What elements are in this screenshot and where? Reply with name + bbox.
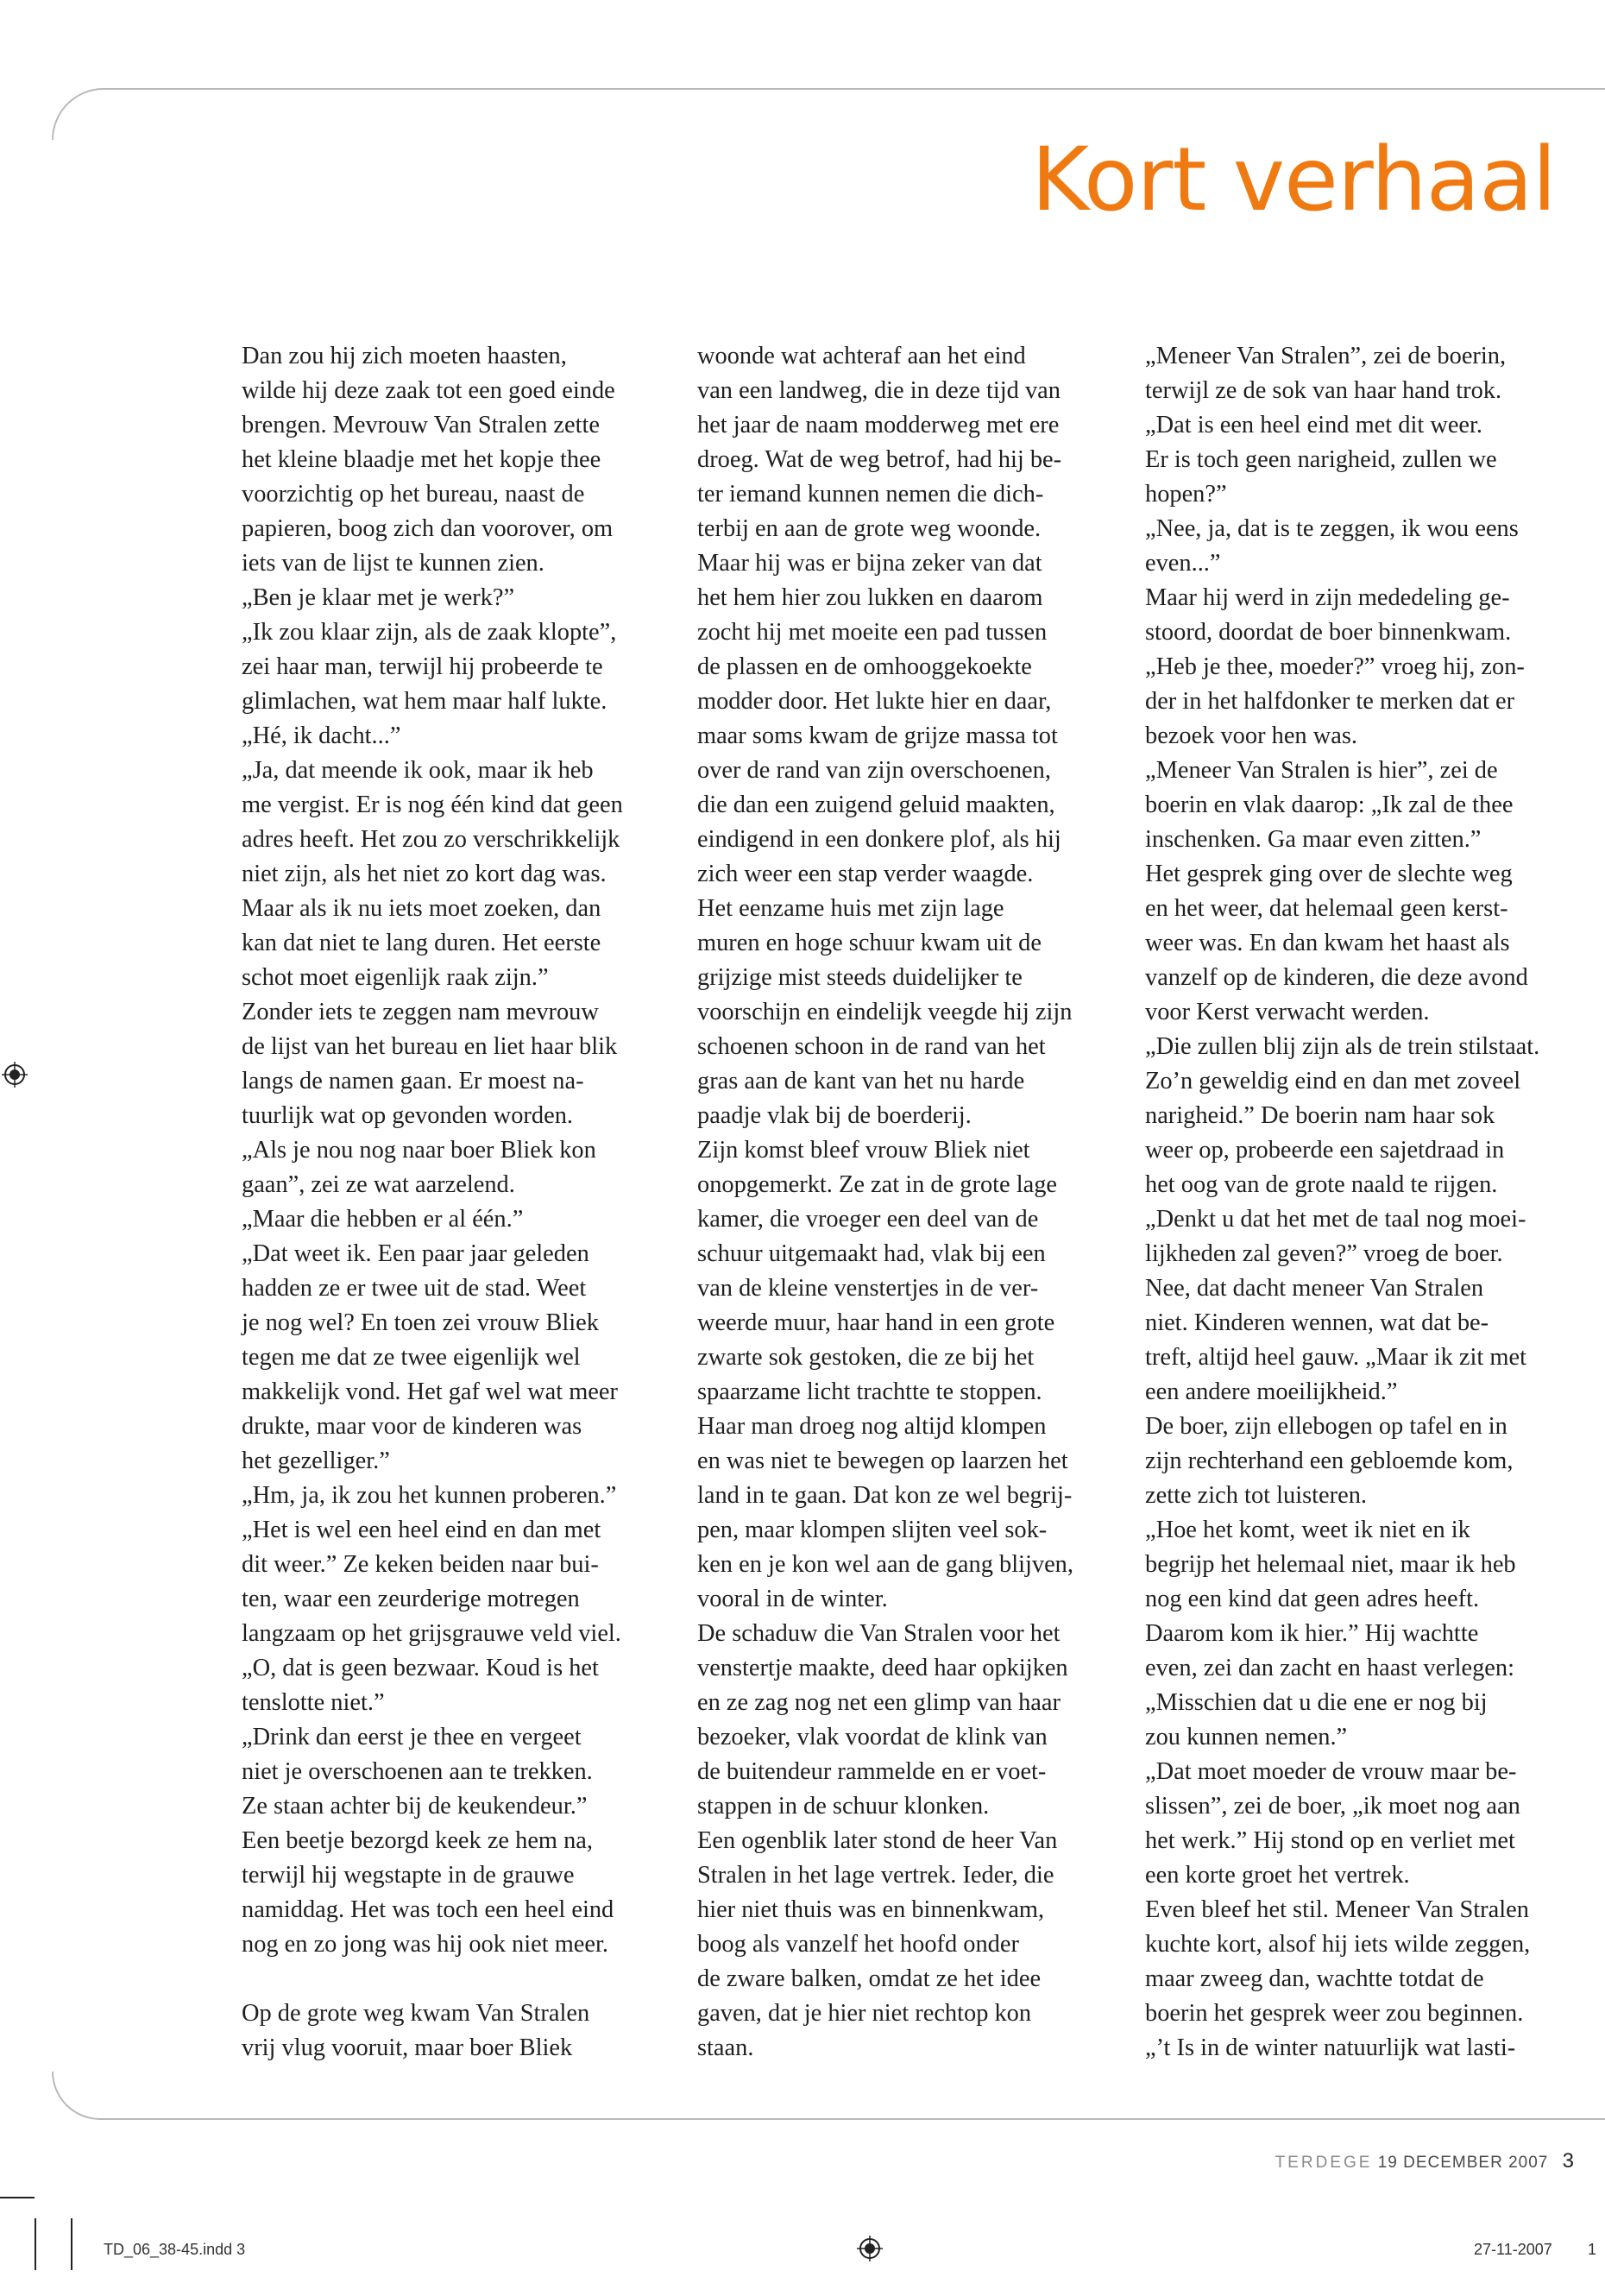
text-line: adres heeft. Het zou zo verschrikkelijk: [242, 826, 620, 853]
text-line: begrijp het helemaal niet, maar ik heb: [1145, 1551, 1516, 1578]
text-line: en het weer, dat helemaal geen kerst-: [1145, 895, 1508, 922]
text-line: De schaduw die Van Stralen voor het: [697, 1620, 1061, 1647]
text-line: inschenken. Ga maar even zitten.”: [1145, 826, 1482, 853]
paragraph: [697, 892, 1129, 1133]
text-line: de lijst van het bureau en liet haar blik: [242, 1033, 618, 1060]
text-line: de zware balken, omdat ze het idee: [697, 1965, 1042, 1992]
paragraph: [242, 1996, 673, 2066]
text-line: niet zijn, als het niet zo kort dag was.: [242, 861, 607, 887]
text-line: „Meneer Van Stralen is hier”, zei de: [1145, 757, 1498, 784]
text-line: Een beetje bezorgd keek ze hem na,: [242, 1827, 593, 1854]
text-line: die dan een zuigend geluid maakten,: [697, 792, 1055, 818]
text-line: der in het halfdonker te merken dat er: [1145, 688, 1515, 715]
text-line: wilde hij deze zaak tot een goed einde: [242, 377, 615, 404]
text-line: gaan”, zei ze wat aarzelend.: [242, 1171, 515, 1198]
text-line: terbij en aan de grote weg woonde.: [697, 515, 1042, 542]
paragraph: [1145, 1271, 1577, 1410]
text-line: niet je overschoenen aan te trekken.: [242, 1758, 593, 1785]
text-line: maar soms kwam de grijze massa tot: [697, 722, 1058, 749]
text-line: „Hm, ja, ik zou het kunnen proberen.”: [242, 1482, 617, 1509]
text-line: me vergist. Er is nog één kind dat geen: [242, 792, 623, 818]
text-line: terwijl hij wegstapte in de grauwe: [242, 1862, 575, 1889]
text-line: modder door. Het lukte hier en daar,: [697, 688, 1052, 715]
text-line: nog en zo jong was hij ook niet meer.: [242, 1931, 608, 1958]
text-line: en ze zag nog net een glimp van haar: [697, 1689, 1061, 1716]
text-line: zei haar man, terwijl hij probeerde te: [242, 653, 603, 680]
registration-mark-icon: [857, 2236, 883, 2261]
text-line: het jaar de naam modderweg met ere: [697, 412, 1060, 438]
text-line: iets van de lijst te kunnen zien.: [242, 550, 544, 577]
text-line: eindigend in een donkere plof, als hij: [697, 826, 1061, 853]
paragraph: [1145, 2031, 1577, 2066]
text-line: Haar man droeg nog altijd klompen: [697, 1413, 1047, 1440]
paragraph: [1145, 857, 1577, 1030]
text-line: boog als vanzelf het hoofd onder: [697, 1931, 1019, 1958]
text-line: venstertje maakte, deed haar opkijken: [697, 1655, 1068, 1681]
paragraph: [1145, 1513, 1577, 1755]
text-line: Dan zou hij zich moeten haasten,: [242, 343, 567, 369]
text-line: Het eenzame huis met zijn lage: [697, 895, 1004, 922]
text-line: de plassen en de omhooggekoekte: [697, 653, 1032, 680]
text-line: glimlachen, wat hem maar half lukte.: [242, 688, 607, 715]
text-line: narigheid.” De boerin nam haar sok: [1145, 1102, 1495, 1129]
text-line: even, zei dan zacht en haast verlegen:: [1145, 1655, 1514, 1681]
text-line: De boer, zijn ellebogen op tafel en in: [1145, 1413, 1507, 1440]
paragraph: [242, 754, 673, 995]
text-line: „Misschien dat u die ene er nog bij: [1145, 1689, 1488, 1716]
text-line: „Dat is een heel eind met dit weer.: [1145, 412, 1483, 438]
text-line: stoord, doordat de boer binnenkwam.: [1145, 619, 1512, 646]
text-line: „Ik zou klaar zijn, als de zaak klopte”,: [242, 619, 617, 646]
paragraph: [1145, 650, 1577, 754]
paragraph: [1145, 581, 1577, 650]
text-line: niet. Kinderen wennen, wat dat be-: [1145, 1309, 1489, 1336]
paragraph: [242, 1651, 673, 1720]
paragraph: [242, 1133, 673, 1202]
text-line: het hem hier zou lukken en daarom: [697, 584, 1043, 611]
paragraph: [1145, 1410, 1577, 1513]
text-line: zou kunnen nemen.”: [1145, 1724, 1348, 1750]
text-line: het oog van de grote naald te rijgen.: [1145, 1171, 1498, 1198]
text-line: ken en je kon wel aan de gang blijven,: [697, 1551, 1073, 1578]
text-line: Daarom kom ik hier.” Hij wachtte: [1145, 1620, 1479, 1647]
paragraph: [242, 1513, 673, 1651]
text-line: [242, 1962, 673, 1996]
paragraph: [242, 1479, 673, 1513]
paragraph: [697, 1133, 1129, 1617]
text-line: Maar als ik nu iets moet zoeken, dan: [242, 895, 601, 922]
text-line: makkelijk vond. Het gaf wel wat meer: [242, 1378, 618, 1405]
paragraph: [1145, 1202, 1577, 1271]
text-line: Maar hij was er bijna zeker van dat: [697, 550, 1042, 577]
text-line: schuur uitgemaakt had, vlak bij een: [697, 1240, 1046, 1267]
text-line: Zonder iets te zeggen nam mevrouw: [242, 999, 599, 1025]
text-line: bezoek voor hen was.: [1145, 722, 1357, 749]
text-line: tuurlijk wat op gevonden worden.: [242, 1102, 573, 1129]
text-line: kuchte kort, alsof hij iets wilde zeggen,: [1145, 1931, 1531, 1958]
text-line: „Hoe het komt, weet ik niet en ik: [1145, 1517, 1470, 1543]
text-line: vanzelf op de kinderen, die deze avond: [1145, 964, 1528, 991]
text-line: land in te gaan. Dat kon ze wel begrij-: [697, 1482, 1073, 1509]
text-line: langs de namen gaan. Er moest na-: [242, 1068, 584, 1094]
text-line: boerin en vlak daarop: „Ik zal de thee: [1145, 792, 1514, 818]
paragraph: [242, 1720, 673, 1824]
text-line: lijkheden zal geven?” vroeg de boer.: [1145, 1240, 1503, 1267]
text-line: zette zich tot luisteren.: [1145, 1482, 1367, 1509]
paragraph: [242, 719, 673, 754]
text-line: kan dat niet te lang duren. Het eerste: [242, 930, 601, 956]
paragraph: [697, 1617, 1129, 1824]
paragraph: [242, 1237, 673, 1479]
text-line: drukte, maar voor de kinderen was: [242, 1413, 582, 1440]
text-line: van een landweg, die in deze tijd van: [697, 377, 1061, 404]
text-line: vooral in de winter.: [697, 1586, 888, 1612]
text-line: Ze staan achter bij de keukendeur.”: [242, 1793, 588, 1820]
paragraph: [1145, 1030, 1577, 1202]
text-line: „Als je nou nog naar boer Bliek kon: [242, 1137, 596, 1164]
paragraph: [242, 1962, 673, 1996]
crop-mark: [0, 2197, 35, 2198]
paragraph: [242, 581, 673, 615]
text-line: tegen me dat ze twee eigenlijk wel: [242, 1344, 581, 1371]
text-line: bezoeker, vlak voordat de klink van: [697, 1724, 1048, 1750]
crop-mark: [35, 2218, 36, 2270]
text-line: „Het is wel een heel eind en dan met: [242, 1517, 601, 1543]
text-line: weer op, probeerde een sajetdraad in: [1145, 1137, 1505, 1164]
text-line: hadden ze er twee uit de stad. Weet: [242, 1275, 587, 1302]
paragraph: [242, 615, 673, 719]
paragraph: [1145, 1893, 1577, 2031]
text-line: namiddag. Het was toch een heel eind: [242, 1896, 614, 1923]
text-line: muren en hoge schuur kwam uit de: [697, 930, 1042, 956]
registration-mark-icon: [2, 1062, 28, 1088]
text-line: ter iemand kunnen nemen die dich-: [697, 481, 1044, 508]
text-line: voor Kerst verwacht werden.: [1145, 999, 1430, 1025]
text-line: maar zweeg dan, wachtte totdat de: [1145, 1965, 1484, 1992]
text-line: Zijn komst bleef vrouw Bliek niet: [697, 1137, 1030, 1164]
text-line: staan.: [697, 2034, 754, 2061]
paragraph: [242, 995, 673, 1133]
text-line: spaarzame licht trachtte te stoppen.: [697, 1378, 1042, 1405]
text-line: Even bleef het stil. Meneer Van Stralen: [1145, 1896, 1529, 1923]
text-line: Zo’n geweldig eind en dan met zoveel: [1145, 1068, 1521, 1094]
text-line: „Maar die hebben er al één.”: [242, 1206, 524, 1233]
text-line: kamer, die vroeger een deel van de: [697, 1206, 1039, 1233]
text-column-1: [242, 339, 673, 2066]
text-line: nog een kind dat geen adres heeft.: [1145, 1586, 1480, 1612]
text-line: „’t Is in de winter natuurlijk wat lasti-: [1145, 2034, 1516, 2061]
text-line: hier niet thuis was en binnenkwam,: [697, 1896, 1045, 1923]
text-line: Er is toch geen narigheid, zullen we: [1145, 446, 1497, 473]
text-line: „Dat weet ik. Een paar jaar geleden: [242, 1240, 589, 1267]
text-line: „Denkt u dat het met de taal nog moei-: [1145, 1206, 1526, 1233]
text-line: terwijl ze de sok van haar hand trok.: [1145, 377, 1502, 404]
text-line: Op de grote weg kwam Van Stralen: [242, 2000, 590, 2027]
text-line: de buitendeur rammelde en er voet-: [697, 1758, 1047, 1785]
text-line: weerde muur, haar hand in een grote: [697, 1309, 1055, 1336]
page-title: Kort verhaal: [1031, 129, 1556, 231]
slug-date: 27-11-2007: [1474, 2241, 1552, 2258]
text-line: even...”: [1145, 550, 1221, 577]
text-line: het werk.” Hij stond op en verliet met: [1145, 1827, 1515, 1854]
text-line: Nee, dat dacht meneer Van Stralen: [1145, 1275, 1484, 1302]
text-line: schoenen schoon in de rand van het: [697, 1033, 1046, 1060]
text-line: „Nee, ja, dat is te zeggen, ik wou eens: [1145, 515, 1519, 542]
text-line: voorschijn en eindelijk veegde hij zijn: [697, 999, 1073, 1025]
text-line: droeg. Wat de weg betrof, had hij be-: [697, 446, 1062, 473]
text-column-2: [697, 339, 1129, 2066]
text-line: over de rand van zijn overschoenen,: [697, 757, 1051, 784]
paragraph: [1145, 512, 1577, 581]
paragraph: [242, 1824, 673, 1962]
text-line: grijzige mist steeds duidelijker te: [697, 964, 1023, 991]
text-line: stappen in de schuur klonken.: [697, 1793, 990, 1820]
text-line: je nog wel? En toen zei vrouw Bliek: [242, 1309, 599, 1336]
paragraph: [1145, 1755, 1577, 1893]
text-line: zocht hij met moeite een pad tussen: [697, 619, 1048, 646]
paragraph: [242, 1202, 673, 1237]
text-line: boerin het gesprek weer zou beginnen.: [1145, 2000, 1524, 2027]
paragraph: [1145, 754, 1577, 857]
paragraph: [1145, 339, 1577, 512]
text-line: zich weer een stap verder waagde.: [697, 861, 1034, 887]
text-line: Een ogenblik later stond de heer Van: [697, 1827, 1058, 1854]
text-line: langzaam op het grijsgrauwe veld viel.: [242, 1620, 621, 1647]
magazine-name: TERDEGE: [1275, 2154, 1373, 2172]
text-line: pen, maar klompen slijten veel sok-: [697, 1517, 1048, 1543]
text-column-3: [1145, 339, 1577, 2066]
slug-filename: TD_06_38-45.indd 3: [104, 2241, 246, 2258]
text-line: „O, dat is geen bezwaar. Koud is het: [242, 1655, 599, 1681]
text-line: en was niet te bewegen op laarzen het: [697, 1448, 1068, 1474]
text-line: ten, waar een zeurderige motregen: [242, 1586, 580, 1612]
text-line: van de kleine venstertjes in de ver-: [697, 1275, 1039, 1302]
text-line: Het gesprek ging over de slechte weg: [1145, 861, 1513, 887]
text-line: woonde wat achteraf aan het eind: [697, 343, 1026, 369]
text-line: Stralen in het lage vertrek. Ieder, die: [697, 1862, 1054, 1889]
text-line: schot moet eigenlijk raak zijn.”: [242, 964, 549, 991]
text-line: zwarte sok gestoken, die ze bij het: [697, 1344, 1035, 1371]
slug-extra: 1: [1588, 2241, 1597, 2258]
text-line: „Heb je thee, moeder?” vroeg hij, zon-: [1145, 653, 1525, 680]
text-line: gaven, dat je hier niet rechtop kon: [697, 2000, 1032, 2027]
page-number: 3: [1562, 2149, 1575, 2173]
text-line: slissen”, zei de boer, „ik moet nog aan: [1145, 1793, 1520, 1820]
text-line: „Ben je klaar met je werk?”: [242, 584, 515, 611]
text-line: „Hé, ik dacht...”: [242, 722, 401, 749]
text-line: „Die zullen blij zijn als de trein stilstaat.: [1145, 1033, 1540, 1060]
issue-date: 19 DECEMBER 2007: [1377, 2154, 1549, 2172]
paragraph: [697, 339, 1129, 892]
paragraph: [697, 1824, 1129, 2066]
text-line: „Meneer Van Stralen”, zei de boerin,: [1145, 343, 1507, 369]
bottom-frame-line: [52, 2072, 1605, 2120]
text-line: het gezelliger.”: [242, 1448, 390, 1474]
text-line: brengen. Mevrouw Van Stralen zette: [242, 412, 600, 438]
text-line: „Dat moet moeder de vrouw maar be-: [1145, 1758, 1517, 1785]
text-line: onopgemerkt. Ze zat in de grote lage: [697, 1171, 1058, 1198]
text-line: papieren, boog zich dan voorover, om: [242, 515, 614, 542]
text-line: vrij vlug vooruit, maar boer Bliek: [242, 2034, 573, 2061]
text-line: een korte groet het vertrek.: [1145, 1862, 1410, 1889]
text-line: Maar hij werd in zijn mededeling ge-: [1145, 584, 1510, 611]
text-line: paadje vlak bij de boerderij.: [697, 1102, 972, 1129]
text-line: zijn rechterhand een gebloemde kom,: [1145, 1448, 1514, 1474]
text-line: hopen?”: [1145, 481, 1227, 508]
text-line: dit weer.” Ze keken beiden naar bui-: [242, 1551, 599, 1578]
paragraph: [242, 339, 673, 581]
crop-mark: [71, 2218, 72, 2270]
text-line: weer was. En dan kwam het haast als: [1145, 930, 1510, 956]
text-line: gras aan de kant van het nu harde: [697, 1068, 1025, 1094]
text-line: treft, altijd heel gauw. „Maar ik zit met: [1145, 1344, 1526, 1371]
text-line: „Ja, dat meende ik ook, maar ik heb: [242, 757, 594, 784]
text-line: „Drink dan eerst je thee en vergeet: [242, 1724, 582, 1750]
text-line: voorzichtig op het bureau, naast de: [242, 481, 585, 508]
text-line: tenslotte niet.”: [242, 1689, 385, 1716]
page-footer: [1275, 2149, 1575, 2173]
text-line: het kleine blaadje met het kopje thee: [242, 446, 601, 473]
text-line: een andere moeilijkheid.”: [1145, 1378, 1398, 1405]
